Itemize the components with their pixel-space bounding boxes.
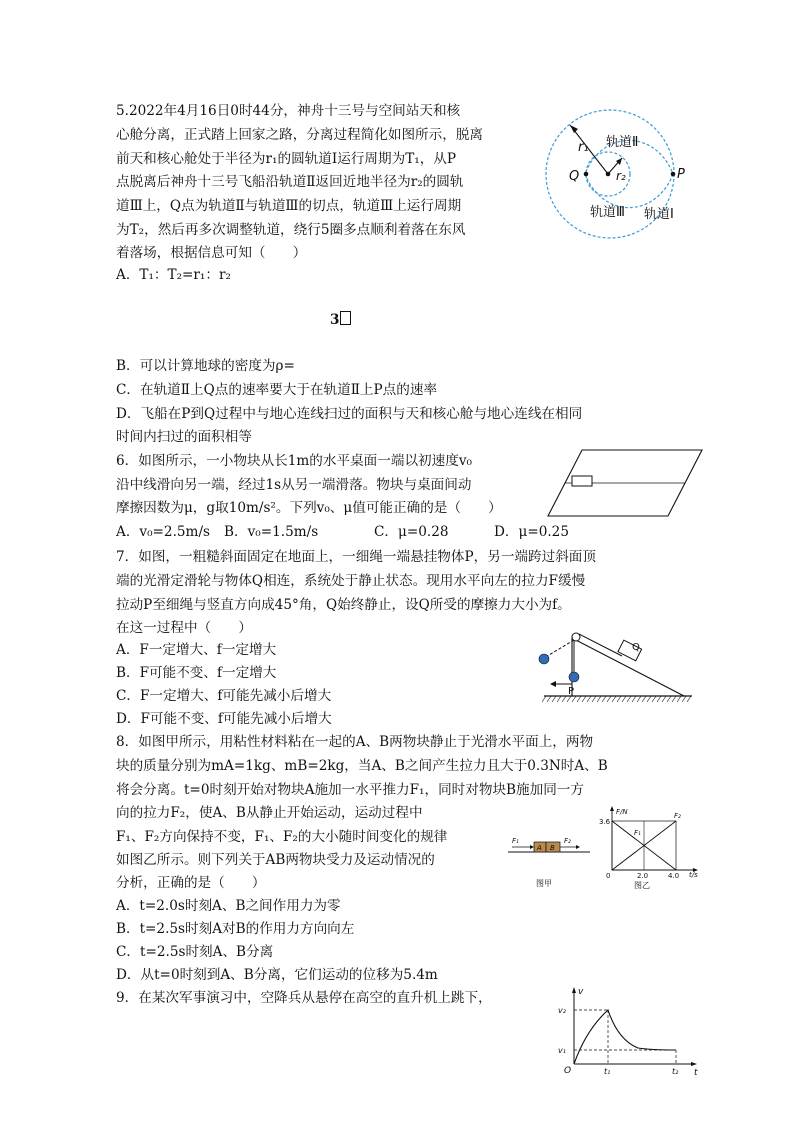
q5-option-a: A．T₁：T₂=r₁：r₂ [116, 267, 231, 283]
hatch-mark [607, 696, 611, 702]
y-axis-label: F/N [616, 808, 628, 816]
f1-arrowhead [530, 845, 534, 849]
label-q: Q [632, 642, 640, 653]
hatch-mark [627, 696, 631, 702]
hatch-mark [577, 696, 581, 702]
hatch-mark [602, 696, 606, 702]
block-b-label: B [550, 844, 555, 852]
q8-line-5: F₁、F₂方向保持不变，F₁、F₂的大小随时间变化的规律 [116, 829, 448, 845]
hatch-mark [652, 696, 656, 702]
hatch-mark [542, 696, 546, 702]
hatch-mark [547, 696, 551, 702]
hatch-mark [682, 696, 686, 702]
q6-option-c: C．μ=0.28 [374, 524, 449, 540]
graph-origin: 0 [606, 872, 611, 880]
label-orbit1: 轨道Ⅰ [644, 207, 674, 222]
blocks-figure [506, 832, 592, 892]
label-t2: t₂ [672, 1067, 679, 1076]
velocity-curve [574, 1010, 676, 1064]
label-orbit3: 轨道Ⅲ [590, 205, 625, 220]
f2-arrowhead [576, 845, 580, 849]
q7-option-b: B．F可能不变、f一定增大 [116, 665, 277, 681]
small-block [572, 476, 592, 486]
q8-line-7: 分析，正确的是（ ） [116, 875, 266, 891]
block-a-label: A [537, 844, 542, 852]
q8-line-6: 如图乙所示。则下列关于AB两物块受力及运动情况的 [116, 852, 435, 868]
q9-line-1: 9．在某次军事演习中，空降兵从悬停在高空的直升机上跳下， [116, 990, 492, 1006]
q5-line-6: 为T₂，然后再多次调整轨道，绕行5圈多点顺利着落在东风 [116, 222, 466, 238]
q7-line-4: 在这一过程中（ ） [116, 620, 252, 636]
hatch-mark [677, 696, 681, 702]
force-time-graph [596, 804, 702, 890]
hatch-mark [662, 696, 666, 702]
label-v2: v₂ [558, 1006, 566, 1015]
q5-option-c: C．在轨道Ⅱ上Q点的速率要大于在轨道Ⅱ上P点的速率 [116, 382, 438, 398]
vt-y-arrowhead [572, 987, 576, 993]
label-orbit2: 轨道Ⅱ [606, 135, 639, 150]
q7-line-2: 端的光滑定滑轮与物体Q相连，系统处于静止状态。现用水平向左的拉力F缓慢 [116, 573, 586, 589]
label-v1: v₁ [558, 1046, 566, 1055]
q5-line-4: 点脱离后神舟十三号飞船沿轨道Ⅱ返回近地半径为r₂的圆轨 [116, 174, 464, 190]
force-arrowhead [550, 681, 556, 687]
hatch-mark [647, 696, 651, 702]
q6-option-a: A．v₀=2.5m/s [116, 524, 210, 540]
hatch-mark [562, 696, 566, 702]
label-q: Q [569, 169, 580, 184]
f1-label: F₁ [512, 837, 519, 845]
q8-option-a: A．t=2.0s时刻A、B之间作用力为零 [116, 898, 341, 914]
q6-line-3: 摩擦因数为μ，g取10m/s²。下列v₀、μ值可能正确的是（ ） [116, 500, 502, 516]
q5-line-1: 5.2022年4月16日0时44分，神舟十三号与空间站天和核 [116, 103, 461, 119]
q8-option-b: B．t=2.5s时刻A对B的作用力方向向左 [116, 921, 355, 937]
q8-option-c: C．t=2.5s时刻A、B分离 [116, 944, 274, 960]
hatch-mark [687, 696, 691, 702]
q5-option-d: D．飞船在P到Q过程中与地心连线扫过的面积与天和核心舱与地心连线在相同 [116, 406, 583, 422]
label-p: P [568, 686, 575, 697]
tick-40: 4.0 [668, 872, 680, 880]
q7-option-d: D．F可能不变、f可能先减小后增大 [116, 711, 332, 727]
hatch-mark [557, 696, 561, 702]
orbit-figure [540, 100, 700, 250]
ground-hatch [542, 696, 691, 702]
graph-f1: F₁ [634, 829, 641, 837]
q6-option-b: B．v₀=1.5m/s [224, 524, 319, 540]
label-p: P [677, 167, 685, 182]
pulley [572, 633, 580, 641]
orbit-2-ellipse [585, 140, 673, 207]
q7-line-1: 7．如图，一粗糙斜面固定在地面上，一细绳一端悬挂物体P，另一端跨过斜面顶 [116, 549, 596, 565]
hatch-mark [582, 696, 586, 702]
q5-line-7: 着落场，根据信息可知（ ） [116, 245, 307, 261]
caption-jia: 图甲 [536, 879, 552, 888]
hatch-mark [597, 696, 601, 702]
point-p-dot [671, 172, 676, 177]
q5-option-b: B．可以计算地球的密度为ρ= [116, 358, 295, 374]
point-q-dot [584, 172, 589, 177]
q6-line-2: 沿中线滑向另一端，经过1s从另一端滑落。物块与桌面间动 [116, 477, 472, 493]
hatch-mark [552, 696, 556, 702]
rope-angled [544, 640, 574, 658]
tick-20: 2.0 [637, 872, 649, 880]
hatch-mark [632, 696, 636, 702]
hatch-mark [622, 696, 626, 702]
x-axis-label: t/s [689, 871, 698, 879]
table-figure [546, 446, 706, 520]
q5-line-3: 前天和核心舱处于半径为r₁的圆轨道Ⅰ运行周期为T₁，从P [116, 151, 457, 167]
q7-option-c: C．F一定增大、f可能先减小后增大 [116, 688, 332, 704]
hatch-mark [637, 696, 641, 702]
q8-line-3: 将会分离。t=0时刻开始对物块A施加一水平推力F₁，同时对物块B施加同一方 [116, 782, 584, 798]
q5-broken-formula [330, 310, 351, 330]
q5-line-2: 心舱分离，正式踏上回家之路，分离过程简化如图所示，脱离 [116, 127, 484, 143]
label-t1: t₁ [604, 1067, 611, 1076]
q6-options [116, 522, 569, 542]
hatch-mark [672, 696, 676, 702]
q8-option-d: D．从t=0时刻到A、B分离，它们运动的位移为5.4m [116, 967, 438, 983]
q5-line-5: 道Ⅲ上，Q点为轨道Ⅱ与轨道Ⅲ的切点，轨道Ⅲ上运行周期 [116, 198, 462, 214]
q7-option-a: A．F一定增大、f一定增大 [116, 642, 277, 658]
caption-yi: 图乙 [634, 881, 650, 890]
broken-formula-text: 3 [330, 312, 340, 328]
hatch-mark [587, 696, 591, 702]
label-r1: r₁ [578, 140, 589, 155]
q6-option-d: D．μ=0.25 [494, 524, 569, 540]
hatch-mark [592, 696, 596, 702]
q8-line-2: 块的质量分别为mA=1kg、mB=2kg，当A、B之间产生拉力且大于0.3N时A、B [116, 758, 608, 774]
ball-p [569, 672, 579, 682]
label-v: v [578, 987, 584, 997]
label-o: O [564, 1066, 572, 1076]
tick-36: 3.6 [599, 818, 611, 826]
hatch-mark [612, 696, 616, 702]
missing-glyph-box [340, 311, 351, 325]
label-r2: r₂ [616, 169, 626, 183]
ball-p-left [539, 654, 549, 664]
y-axis-arrowhead [610, 806, 614, 811]
hatch-mark [667, 696, 671, 702]
q8-line-1: 8．如图甲所示，用粘性材料粘在一起的A、B两物块静止于光滑水平面上，两物 [116, 734, 594, 750]
q5-option-d-cont: 时间内扫过的面积相等 [116, 429, 252, 445]
r1-arrowhead [570, 125, 578, 133]
hatch-mark [617, 696, 621, 702]
hatch-mark [657, 696, 661, 702]
label-t: t [694, 1068, 698, 1076]
q6-line-1: 6．如图所示，一小物块从长1m的水平桌面一端以初速度v₀ [116, 453, 472, 469]
f2-label: F₂ [564, 837, 571, 845]
q8-line-4: 向的拉力F₂，使A、B从静止开始运动，运动过程中 [116, 805, 423, 821]
hatch-mark [642, 696, 646, 702]
incline-figure [534, 628, 694, 706]
vt-x-arrowhead [691, 1062, 697, 1066]
q7-line-3: 拉动P至细绳与竖直方向成45°角，Q始终静止，设Q所受的摩擦力大小为f。 [116, 597, 571, 613]
graph-f2: F₂ [674, 812, 681, 820]
velocity-time-graph [552, 984, 704, 1076]
